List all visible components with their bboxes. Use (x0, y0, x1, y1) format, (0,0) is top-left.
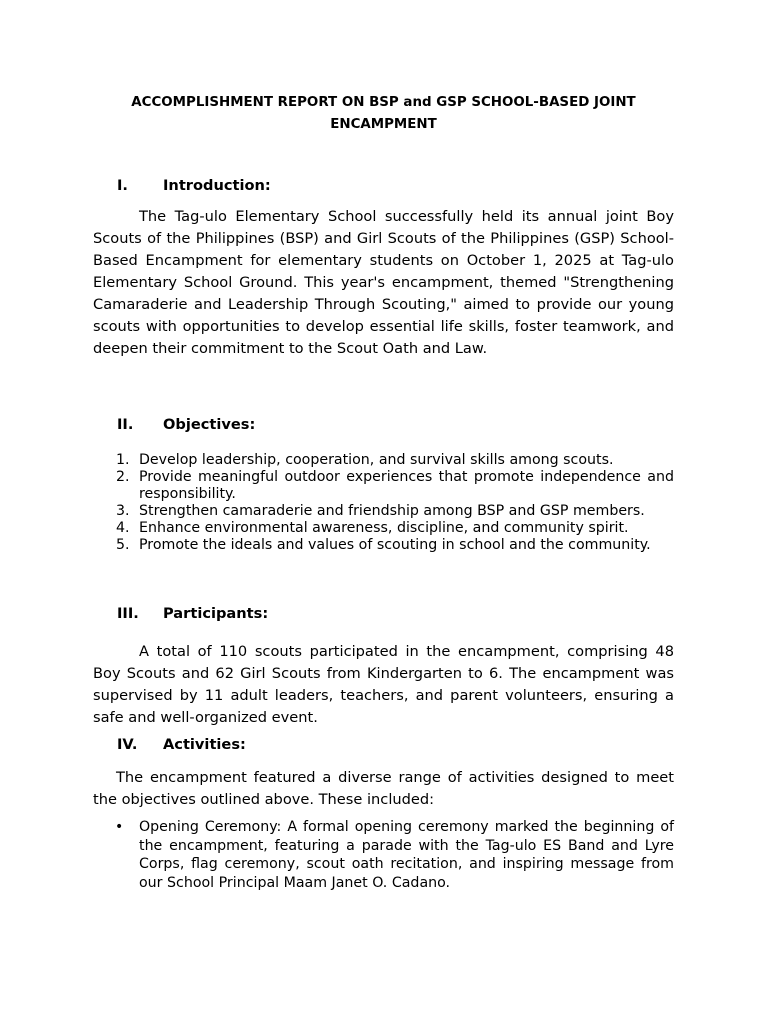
objectives-list (93, 452, 674, 554)
introduction-paragraph: The Tag-ulo Elementary School successfully held its annual joint Boy Scouts of the Philippines (BSP) and Girl Scouts of the Philippines (GSP) School-Based Encampment for elementary students on October 1, 2025 at Tag-ulo Elementary School Ground. This year's encampment, themed "Strengthening Camaraderie and Leadership Through Scouting," aimed to provide our young scouts with opportunities to develop essential life skills, foster teamwork, and deepen their commitment to the Scout Oath and Law. (93, 208, 674, 357)
section-title: Activities: (163, 736, 246, 753)
list-item-text: Provide meaningful outdoor experiences that promote independence and responsibility. (139, 469, 674, 502)
section-heading-introduction (117, 176, 271, 196)
section-title: Introduction: (163, 177, 271, 194)
list-item (93, 503, 674, 520)
list-item (93, 452, 674, 469)
section-number: III. (117, 605, 139, 622)
section-title: Participants: (163, 605, 269, 622)
report-title: ACCOMPLISHMENT REPORT ON BSP and GSP SCHOOL-BASED JOINT ENCAMPMENT (131, 95, 636, 132)
list-item-text: Develop leadership, cooperation, and survival skills among scouts. (139, 452, 614, 468)
list-number: 4. (116, 520, 130, 536)
list-item-text: Opening Ceremony: A formal opening ceremony marked the beginning of the encampment, featuring a parade with the Tag-ulo ES Band and Lyre Corps, flag ceremony, scout oath recitation, and inspiring message from our School Principal Maam Janet O. Cadano. (139, 819, 674, 891)
list-item (93, 520, 674, 537)
section-number: II. (117, 416, 134, 433)
list-number: 1. (116, 452, 130, 468)
list-number: 2. (116, 469, 130, 485)
list-item-text: Enhance environmental awareness, discipline, and community spirit. (139, 520, 629, 536)
list-item (93, 537, 674, 554)
section-heading-objectives (117, 415, 255, 435)
list-item-text: Strengthen camaraderie and friendship among BSP and GSP members. (139, 503, 645, 519)
section-title: Objectives: (163, 416, 256, 433)
bullet-icon: • (115, 819, 124, 835)
activities-paragraph: The encampment featured a diverse range of activities designed to meet the objectives outlined above. These included: (93, 769, 674, 808)
list-item-text: Promote the ideals and values of scouting in school and the community. (139, 537, 651, 553)
list-item (93, 818, 674, 892)
section-heading-participants (117, 604, 268, 624)
section-heading-activities (117, 735, 246, 755)
participants-paragraph: A total of 110 scouts participated in the encampment, comprising 48 Boy Scouts and 62 Girl Scouts from Kindergarten to 6. The encampment was supervised by 11 adult leaders, teachers, and parent volunteers, ensuring a safe and well-organized event. (93, 643, 674, 726)
list-number: 5. (116, 537, 130, 553)
section-number: IV. (117, 736, 138, 753)
section-number: I. (117, 177, 128, 194)
activities-list (93, 818, 674, 892)
list-number: 3. (116, 503, 130, 519)
list-item (93, 469, 674, 503)
